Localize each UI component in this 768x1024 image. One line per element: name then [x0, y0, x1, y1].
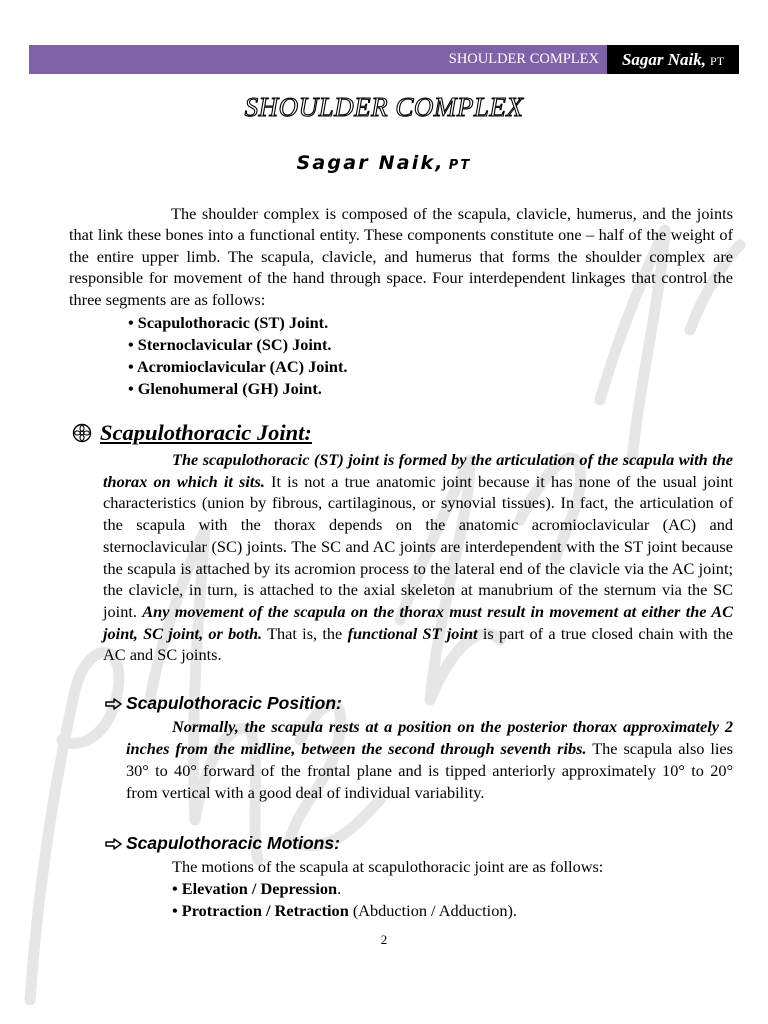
position-paragraph	[126, 716, 733, 804]
motions-list	[172, 878, 517, 922]
header-author-credential: PT	[710, 53, 725, 68]
header-section-title: SHOULDER COMPLEX	[29, 45, 607, 74]
subheading-position-text: Scapulothoracic Position:	[126, 693, 342, 713]
list-item: • Glenohumeral (GH) Joint.	[128, 379, 322, 398]
subheading-motions	[105, 833, 340, 854]
subheading-motions-text: Scapulothoracic Motions:	[126, 833, 340, 853]
flower-bullet-icon	[72, 423, 92, 443]
emphasis-text: Normally, the scapula rests at a position on the posterior thorax approximately 2 inches from the midline, between the second through seventh ribs.	[126, 717, 733, 758]
motions-intro: The motions of the scapula at scapulothoracic joint are as follows:	[172, 857, 604, 876]
list-item	[172, 878, 517, 900]
emphasis-text: functional ST joint	[347, 623, 478, 643]
subheading-position	[105, 693, 342, 714]
joints-list	[128, 312, 347, 400]
header-author	[607, 45, 739, 74]
scapulothoracic-paragraph	[103, 449, 733, 666]
definition-text: The scapulothoracic (ST) joint is formed by the articulation of the scapula with the thorax on which it sits.	[103, 450, 733, 491]
document-title: SHOULDER COMPLEX	[244, 92, 524, 122]
author-credential: PT	[448, 158, 472, 173]
running-header	[29, 45, 739, 74]
author-name: Sagar Naik,	[296, 152, 445, 174]
page-number: 2	[380, 932, 388, 947]
list-item: • Acromioclavicular (AC) Joint.	[128, 357, 348, 376]
header-author-name: Sagar Naik,	[621, 49, 707, 69]
arrow-right-icon	[105, 698, 122, 710]
section-heading	[72, 420, 312, 446]
motion-name: • Protraction / Retraction	[172, 901, 349, 920]
intro-paragraph: The shoulder complex is composed of the scapula, clavicle, humerus, and the joints that link these bones into a functional entity. These components constitute one – half of the weight of the entire upper limb. The scapula, clavicle, and humerus that forms the shoulder complex are responsible for movement of the hand through space. Four interdependent linkages that control the three segments are as follows:	[69, 204, 733, 309]
emphasis-text: Any movement of the scapula on the thorax must result in movement at either the AC joint, SC joint, or both.	[103, 601, 734, 643]
list-item	[172, 900, 517, 922]
motion-name: • Elevation / Depression	[172, 879, 338, 898]
body-text: It is not a true anatomic joint because it has none of the usual joint characteristics (union by fibrous, cartilaginous, or synovial tissues). In fact, the articulation of the scapula with the thorax depends on the anatomic acromioclavicular (AC) and sternoclavicular (SC) joints. The SC and AC joints are interdependent with the ST joint because the scapula is attached by its acromion process to the lateral end of the clavicle via the AC joint; the clavicle, in turn, is attached to the axial skeleton at manubrium of the sternum via the SC joint.	[103, 471, 733, 621]
list-item: • Sternoclavicular (SC) Joint.	[128, 335, 332, 354]
motion-detail: (Abduction / Adduction).	[348, 901, 517, 920]
list-item: • Scapulothoracic (ST) Joint.	[128, 313, 329, 332]
body-text: is part of a true closed chain with the AC and SC joints.	[103, 623, 733, 665]
motion-detail: .	[337, 879, 342, 898]
arrow-right-icon	[105, 838, 122, 850]
section-heading-text: Scapulothoracic Joint:	[100, 420, 312, 445]
body-text: That is, the	[262, 623, 348, 643]
document-author	[0, 152, 768, 174]
body-text: The scapula also lies 30° to 40° forward of the frontal plane and is tipped anteriorly approximately 10° to 20° from vertical with a good deal of individual variability.	[126, 739, 733, 802]
